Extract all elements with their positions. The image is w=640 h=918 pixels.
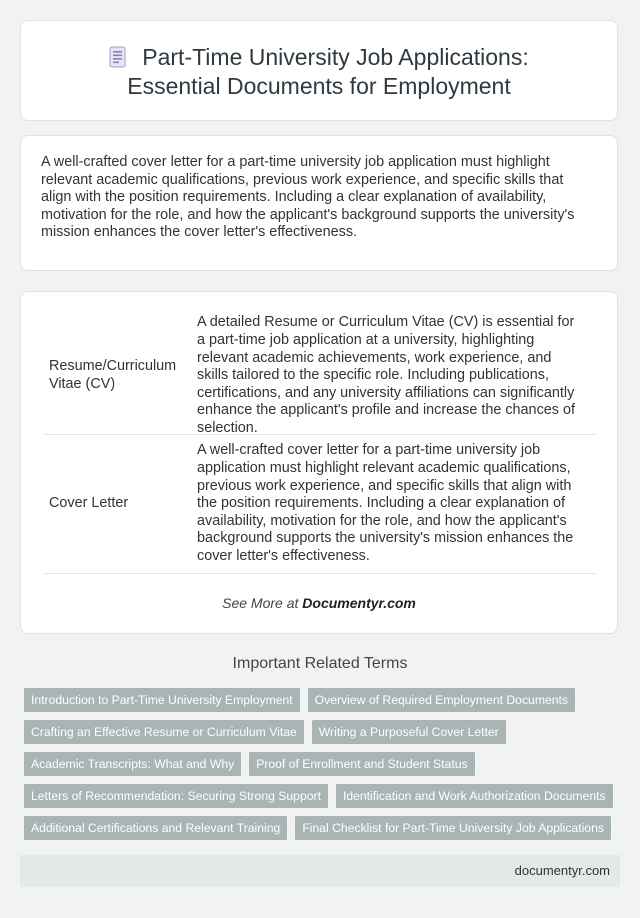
table-row [43,314,597,436]
title-line-2: Essential Documents for Employment [127,73,511,99]
see-more-prefix: See More at [222,595,299,611]
table-row [43,435,597,574]
tag-row [24,688,620,712]
tag-row [24,720,620,744]
related-term-tag[interactable]: Letters of Recommendation: Securing Strong Support [24,784,328,808]
related-term-tag[interactable]: Additional Certifications and Relevant Training [24,816,287,840]
tag-row [24,816,620,840]
related-term-tag[interactable]: Introduction to Part-Time University Employment [24,688,300,712]
row-description: A detailed Resume or Curriculum Vitae (CV) is essential for a part-time job application at a university, highlighting relevant academic achievements, work experience, and skills tailored to the specific role. Including publications, certifications, and any university affiliations can significantly enhance the applicant's profile and increase the chances of selection. [197,314,575,436]
related-term-tag[interactable]: Writing a Purposeful Cover Letter [312,720,506,744]
tag-row [24,784,620,808]
header-card [20,20,618,121]
page-title [21,43,617,101]
intro-text: A well-crafted cover letter for a part-time university job application must highlight relevant academic qualifications, previous work experience, and specific skills that align with the position requirements. Including a clear explanation of availability, motivation for the role, and how the applicant's background supports the university's mission enhances the cover letter's effectiveness. [41,154,575,241]
related-term-tag[interactable]: Overview of Required Employment Documents [308,688,575,712]
related-term-tag[interactable]: Identification and Work Authorization Documents [336,784,613,808]
row-description: A well-crafted cover letter for a part-time university job application must highlight relevant academic qualifications, previous work experience, and specific skills that align with the position requirements. Including a clear explanation of availability, motivation for the role, and how the applicant's background supports the university's mission enhances the cover letter's effectiveness. [197,442,574,564]
document-icon [109,46,126,68]
related-terms-heading: Important Related Terms [232,655,408,672]
footer-site[interactable]: documentyr.com [514,863,610,878]
see-more-site[interactable]: Documentyr.com [302,595,416,611]
footer [20,855,620,887]
row-term: Cover Letter [49,495,129,512]
documents-table-card [20,291,618,634]
related-term-tag[interactable]: Academic Transcripts: What and Why [24,752,241,776]
see-more-link[interactable] [21,595,617,611]
related-term-tag[interactable]: Final Checklist for Part-Time University Job Applications [295,816,611,840]
intro-card [20,135,618,271]
title-line-1: Part-Time University Job Applications: [142,44,529,70]
related-term-tag[interactable]: Proof of Enrollment and Student Status [249,752,474,776]
row-term: Resume/Curriculum Vitae (CV) [49,358,177,392]
related-term-tag[interactable]: Crafting an Effective Resume or Curriculum Vitae [24,720,304,744]
tag-row [24,752,620,776]
